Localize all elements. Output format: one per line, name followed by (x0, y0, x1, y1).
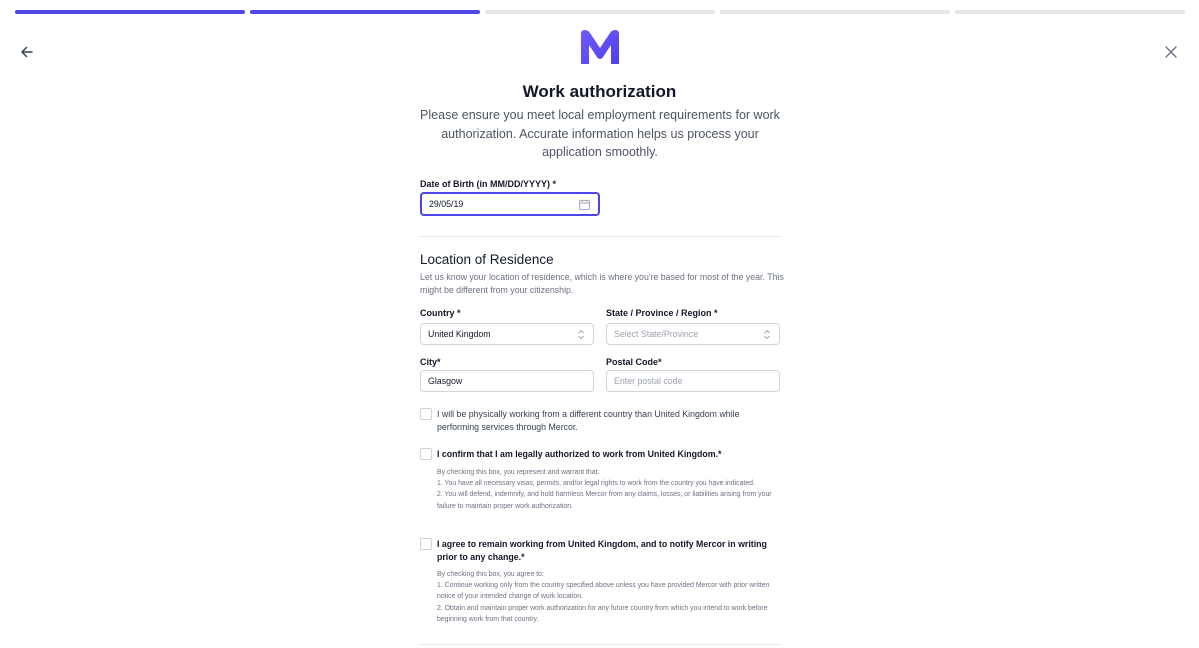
close-button[interactable] (1163, 44, 1179, 60)
state-select[interactable] (606, 323, 780, 345)
agree-remain-text: I agree to remain working from United Kingdom, and to notify Mercor in writing prior to any change. (437, 539, 767, 562)
state-placeholder: Select State/Province (614, 329, 699, 339)
terms-line: By checking this box, you represent and warrant that: (437, 469, 600, 476)
confirm-authorized-checkbox[interactable] (420, 448, 432, 460)
calendar-icon[interactable] (579, 199, 590, 210)
terms-line: 2. Obtain and maintain proper work authorization for any future country from which you intend to work before beginning work from that country. (437, 604, 768, 623)
country-label-text: Country (420, 308, 455, 318)
residence-title: Location of Residence (420, 252, 554, 267)
country-label (420, 308, 461, 318)
progress-step-1 (15, 10, 245, 14)
dob-input[interactable] (420, 192, 600, 216)
dob-label (420, 179, 556, 189)
state-label (606, 308, 718, 318)
city-label (420, 357, 441, 367)
dob-value: 29/05/19 (429, 199, 464, 209)
dob-label-text: Date of Birth (in MM/DD/YYYY) (420, 179, 550, 189)
state-label-text: State / Province / Region (606, 308, 712, 318)
required-mark: * (521, 551, 525, 562)
progress-step-5 (955, 10, 1185, 14)
terms-line: 2. You will defend, indemnify, and hold harmless Mercor from any claims, losses, or liabilities arising from your failure to maintain proper work authorization. (437, 491, 772, 510)
required-mark: * (714, 308, 718, 318)
different-country-text: I will be physically working from a different country than United Kingdom while performing services through Mercor. (437, 409, 740, 432)
city-value: Glasgow (428, 376, 463, 386)
residence-description: Let us know your location of residence, which is where you're based for most of the year. This might be different from your citizenship. (420, 272, 784, 295)
confirm-authorized-text: I confirm that I am legally authorized to work from United Kingdom. (437, 449, 719, 459)
postal-placeholder: Enter postal code (614, 376, 683, 386)
page-subtitle: Please ensure you meet local employment requirements for work authorization. Accurate information helps us process your application smoothly. (420, 108, 780, 159)
postal-code-input[interactable] (606, 370, 780, 392)
terms-line: By checking this box, you agree to: (437, 571, 544, 578)
section-divider (420, 644, 780, 645)
terms-line: 1. Continue working only from the country specified above unless you have provided Mercor with prior written notice of your intended change of work location. (437, 582, 770, 601)
mercor-logo (578, 28, 622, 66)
back-button[interactable] (18, 43, 36, 61)
agree-remain-label (437, 538, 772, 563)
section-divider (420, 236, 780, 237)
agree-remain-terms (437, 569, 782, 625)
required-mark: * (718, 449, 722, 459)
required-mark: * (552, 179, 557, 189)
confirm-authorized-label (437, 448, 782, 461)
mercor-m-logo (578, 28, 622, 66)
progress-step-2 (250, 10, 480, 14)
required-mark: * (658, 357, 662, 367)
country-select[interactable] (420, 323, 594, 345)
city-label-text: City (420, 357, 438, 367)
city-input[interactable] (420, 370, 594, 392)
confirm-authorized-terms (437, 467, 782, 512)
terms-line: 1. You have all necessary visas, permits, and/or legal rights to work from the country you have indicated. (437, 480, 755, 488)
progress-bar (15, 10, 1185, 14)
progress-step-4 (720, 10, 950, 14)
required-mark: * (457, 308, 461, 318)
agree-remain-checkbox[interactable] (420, 538, 432, 550)
progress-step-3 (485, 10, 715, 14)
chevron-updown-icon (763, 329, 771, 340)
postal-label-text: Postal Code (606, 357, 659, 367)
close-icon (1163, 44, 1179, 60)
postal-label (606, 357, 662, 367)
arrow-left-icon (18, 43, 36, 61)
different-country-checkbox[interactable] (420, 408, 432, 420)
required-mark: * (437, 357, 441, 367)
chevron-updown-icon (577, 329, 585, 340)
country-value: United Kingdom (428, 329, 491, 339)
page-title: Work authorization (522, 82, 677, 101)
